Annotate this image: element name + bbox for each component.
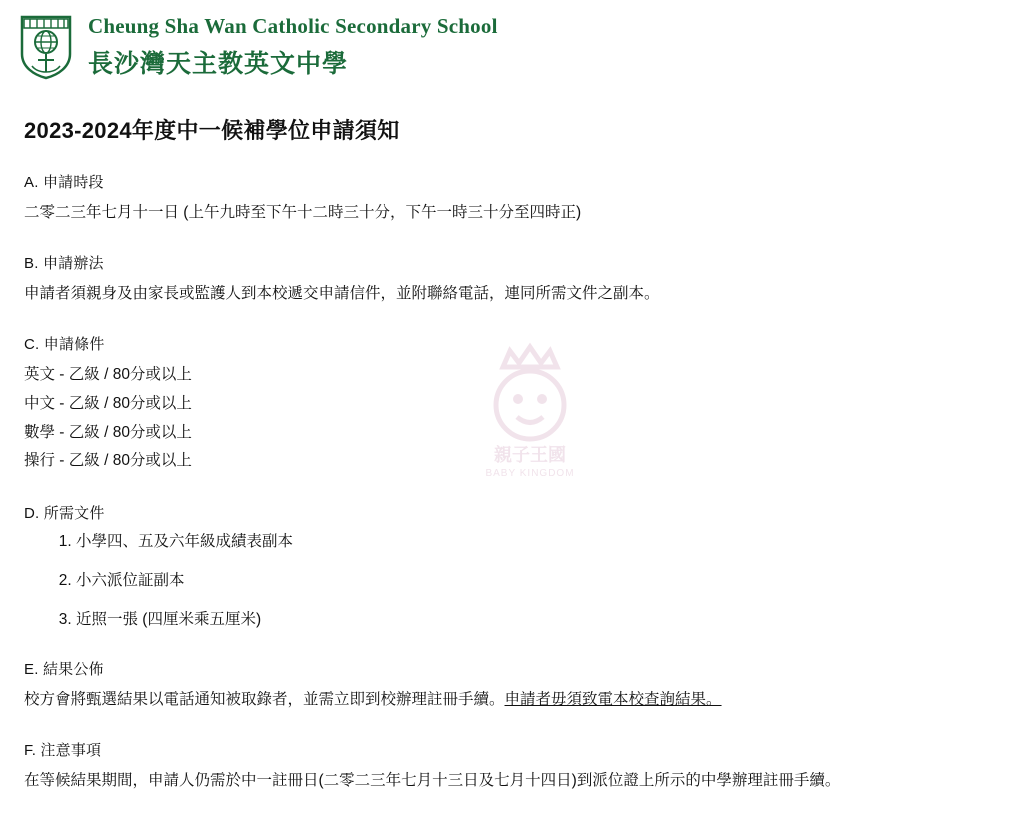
list-item: 3. 近照一張 (四厘米乘五厘米)	[76, 608, 986, 631]
requirement-chinese: 中文 - 乙級 / 80分或以上	[24, 394, 192, 412]
school-name-block	[88, 12, 498, 80]
section-heading: A. 申請時段	[24, 174, 104, 191]
section-heading: E. 結果公佈	[24, 660, 104, 678]
requirement-maths: 數學 - 乙級 / 80分或以上	[24, 423, 192, 441]
list-item: 1. 小學四、五及六年級成績表副本	[76, 530, 986, 553]
results-text: 校方會將甄選結果以電話通知被取錄者，並需立即到校辦理註冊手續。	[24, 690, 505, 708]
document-header	[0, 0, 1010, 84]
required-documents-list	[24, 530, 986, 632]
list-item: 2. 小六派位証副本	[76, 569, 986, 592]
svg-text:親子王國: 親子王國	[494, 445, 566, 465]
section-application-method	[24, 252, 986, 307]
section-application-period	[24, 171, 986, 226]
school-name-zh: 長沙灣天主教英文中學	[88, 51, 349, 78]
section-heading: B. 申請辦法	[24, 255, 104, 273]
section-heading: F. 注意事項	[24, 741, 102, 759]
page-title: 2023-2024年度中一候補學位申請須知	[24, 118, 400, 143]
section-notes	[24, 739, 986, 794]
section-text: 在等候結果期間，申請人仍需於中一註冊日(二零二三年七月十三日及七月十四日)到派位證上所示的中學辦理註冊手續。	[24, 771, 841, 789]
requirement-english: 英文 - 乙級 / 80分或以上	[24, 366, 192, 384]
section-text	[24, 686, 986, 713]
section-text: 二零二三年七月十一日 (上午九時至下午十二時三十分，下午一時三十分至四時正)	[24, 204, 582, 221]
results-notice-underlined: 申請者毋須致電本校查詢結果。	[504, 690, 722, 708]
section-text: 申請者須親身及由家長或監護人到本校遞交申請信件，並附聯絡電話，連同所需文件之副本。	[24, 285, 660, 303]
school-name-en: Cheung Sha Wan Catholic Secondary School	[88, 14, 498, 38]
section-results-announcement	[24, 658, 986, 713]
requirement-conduct: 操行 - 乙級 / 80分或以上	[24, 452, 192, 470]
school-crest-icon	[18, 14, 74, 80]
section-application-requirements	[24, 333, 986, 476]
section-required-documents	[24, 502, 986, 632]
section-heading: D. 所需文件	[24, 504, 105, 522]
section-heading: C. 申請條件	[24, 336, 105, 354]
svg-text:BABY KINGDOM: BABY KINGDOM	[485, 468, 575, 479]
document-body	[0, 114, 1010, 794]
